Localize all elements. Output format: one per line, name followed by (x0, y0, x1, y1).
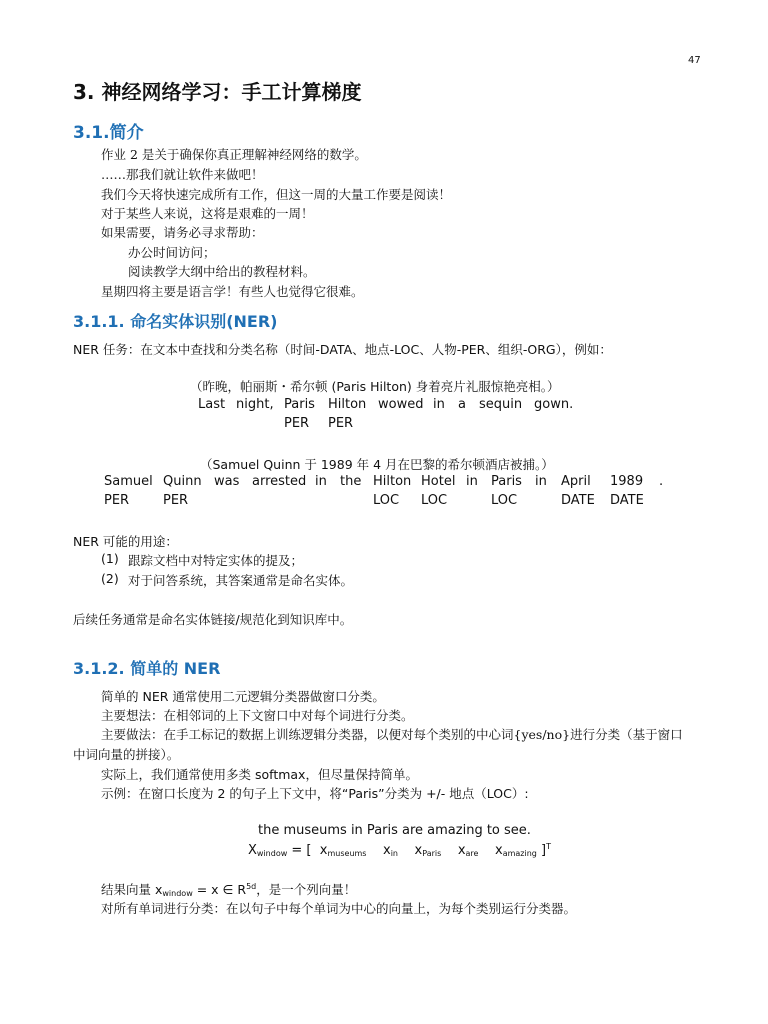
intro-line: 作业 2 是关于确保你真正理解神经网络的数学。 (101, 147, 367, 162)
xwindow-lhs: X (248, 843, 257, 858)
section-ner-title: 3.1.1. 命名实体识别(NER) (73, 312, 278, 331)
xwindow-term: $x_{Paris}$ (414, 843, 442, 858)
example2-token: in (535, 474, 547, 489)
example2-token: arrested (252, 474, 307, 489)
example1-token: Last (198, 397, 226, 412)
example1-token: Paris (284, 397, 315, 412)
example2-token: Hilton (373, 474, 412, 489)
example2-label: DATE (561, 493, 595, 508)
example2-token: in (315, 474, 327, 489)
example1-token: night, (236, 397, 274, 412)
section-simple-ner-title: 3.1.2. 简单的 NER (73, 659, 221, 678)
ner-followup: 后续任务通常是命名实体链接/规范化到知识库中。 (73, 612, 353, 627)
example2-label: LOC (373, 493, 400, 508)
example2-token: April (561, 474, 591, 489)
xwindow-equals: = [ (287, 843, 316, 858)
example2-token: the (340, 474, 362, 489)
xwindow-term: $x_{are}$ (457, 843, 479, 858)
use-item-text: 对于问答系统，其答案通常是命名实体。 (128, 573, 354, 588)
example2-token: . (659, 474, 664, 489)
section-intro-title: 3.1.简介 (73, 123, 144, 143)
intro-line: 如果需要，请务必寻求帮助： (101, 225, 264, 240)
example1-token: gown. (534, 397, 574, 412)
example2-label: LOC (491, 493, 518, 508)
example2-label: DATE (610, 493, 644, 508)
use-item-number: (1) (101, 551, 119, 566)
simple-ner-method: 主要做法：在手工标记的数据上训练逻辑分类器，以便对每个类别的中心词{yes/no}进行分类（基于窗口中词向量的拼接）。 (73, 727, 683, 762)
example2-token: was (214, 474, 240, 489)
example1-token: in (433, 397, 445, 412)
page-number: 47 (688, 55, 701, 66)
xwindow-term: $x_{in}$ (383, 843, 398, 858)
final-line: 对所有单词进行分类：在以句子中每个单词为中心的向量上，为每个类别运行分类器。 (101, 901, 577, 916)
intro-line-indented: 办公时间访问； (128, 245, 216, 260)
intro-line: 对于某些人来说，这将是艰难的一周！ (101, 206, 314, 221)
example2-token: Hotel (421, 474, 456, 489)
simple-ner-line: 简单的 NER 通常使用二元逻辑分类器做窗口分类。 (101, 689, 385, 704)
example2-token: Samuel (104, 474, 153, 489)
xwindow-term: $x_{museums}$ (319, 843, 367, 858)
intro-line-indented: 阅读教学大纲中给出的教程材料。 (128, 264, 316, 279)
example-sentence: the museums in Paris are amazing to see. (258, 823, 531, 838)
example2-label: LOC (421, 493, 448, 508)
ner-uses-title: NER 可能的用途： (73, 534, 178, 549)
example1-token: a (458, 397, 466, 412)
example2-token: 1989 (610, 474, 644, 489)
intro-line: 我们今天将快速完成所有工作，但这一周的大量工作要是阅读！ (101, 187, 452, 202)
xwindow-transpose: T (546, 842, 551, 851)
example1-caption: （昨晚，帕丽斯・希尔顿 (Paris Hilton) 身着亮片礼服惊艳亮相。） (190, 379, 560, 394)
xwindow-equation (248, 842, 551, 858)
example1-label: PER (284, 416, 310, 431)
use-item-text: 跟踪文档中对特定实体的提及； (128, 553, 304, 568)
example1-token: Hilton (328, 397, 367, 412)
example2-token: Quinn (163, 474, 202, 489)
example2-token: in (466, 474, 478, 489)
chapter-title: 3. 神经网络学习：手工计算梯度 (73, 80, 362, 104)
simple-ner-line: 示例：在窗口长度为 2 的句子上下文中，将“Paris”分类为 +/- 地点（LOC）: (101, 786, 529, 801)
xwindow-term: $x_{amazing}$ (494, 843, 537, 858)
example1-token: sequin (479, 397, 523, 412)
simple-ner-line: 实际上，我们通常使用多类 softmax，但尽量保持简单。 (101, 767, 418, 782)
example2-label: PER (163, 493, 189, 508)
xwindow-lhs-subscript: window (256, 849, 288, 858)
simple-ner-line: 主要想法：在相邻词的上下文窗口中对每个词进行分类。 (101, 708, 414, 723)
use-item-number: (2) (101, 571, 119, 586)
ner-task-description: NER 任务：在文本中查找和分类名称（时间-DATA、地点-LOC、人物-PER、组织-ORG），例如： (73, 342, 612, 357)
example2-label: PER (104, 493, 130, 508)
intro-line: 星期四将主要是语言学！有些人也觉得它很难。 (101, 284, 364, 299)
intro-line: ……那我们就让软件来做吧！ (101, 167, 264, 182)
example1-token: wowed (378, 397, 424, 412)
example2-caption: （Samuel Quinn 于 1989 年 4 月在巴黎的希尔顿酒店被捕。） (200, 457, 554, 472)
example2-token: Paris (491, 474, 522, 489)
result-vector-line: 结果向量 $x_{window} = x$ ∈ $R^{5d}$，是一个列向量！ (101, 882, 357, 898)
example1-label: PER (328, 416, 354, 431)
xwindow-close: ] (536, 843, 547, 858)
